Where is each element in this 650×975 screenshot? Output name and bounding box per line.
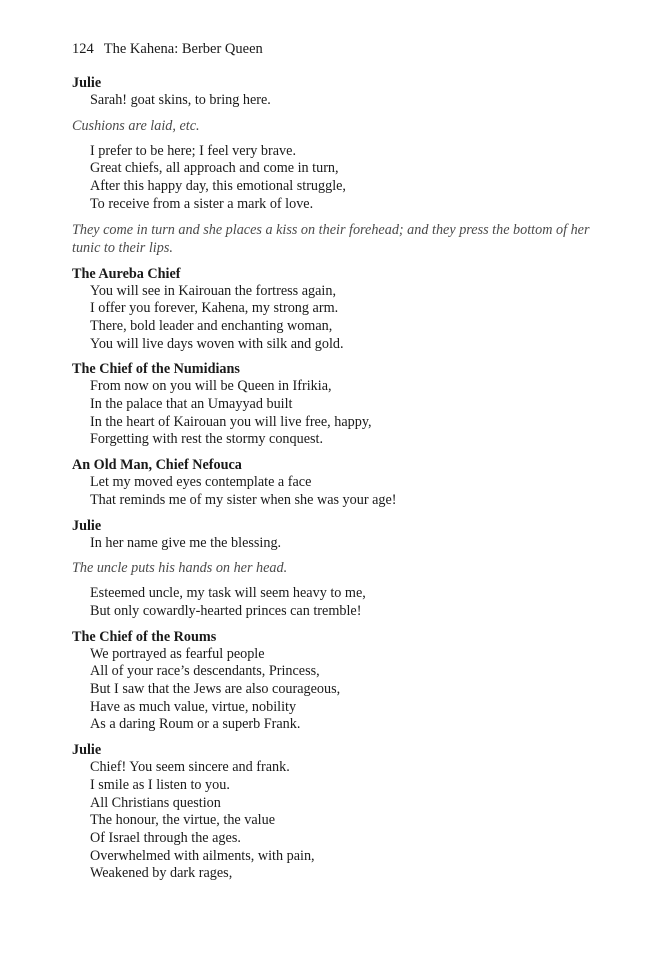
- verse-line: Weakened by dark rages,: [90, 865, 233, 882]
- stage-direction: They come in turn and she places a kiss on their forehead; and they press the bottom of her tunic to their lips.: [72, 221, 590, 256]
- verse-line: Great chiefs, all approach and come in turn,: [90, 160, 339, 177]
- speech-block: [72, 517, 592, 553]
- play-text: [72, 74, 592, 890]
- stage-direction: Cushions are laid, etc.: [72, 117, 200, 134]
- verse-line: In the heart of Kairouan you will live free, happy,: [90, 413, 372, 430]
- verse-lines: [72, 378, 592, 449]
- page-number: 124: [72, 41, 94, 57]
- verse-lines: [72, 759, 592, 883]
- verse-line: We portrayed as fearful people: [90, 645, 265, 662]
- speech-block: [72, 360, 592, 449]
- speech-block: [72, 628, 592, 735]
- verse-lines: [72, 535, 592, 553]
- speaker-name: Julie: [72, 75, 102, 91]
- verse-line: All of your race’s descendants, Princess,: [90, 663, 320, 680]
- speaker-name: The Aureba Chief: [72, 265, 181, 282]
- verse-lines: [72, 283, 592, 354]
- speaker-name: An Old Man, Chief Nefouca: [72, 457, 242, 474]
- verse-line: That reminds me of my sister when she was your age!: [90, 491, 397, 508]
- verse-lines: [72, 143, 592, 214]
- verse-line: Of Israel through the ages.: [90, 829, 241, 846]
- speech-block: [72, 265, 592, 354]
- verse-line: As a daring Roum or a superb Frank.: [90, 716, 301, 733]
- verse-line: I offer you forever, Kahena, my strong arm.: [90, 300, 339, 317]
- verse-line: But I saw that the Jews are also courageous,: [90, 681, 341, 698]
- verse-line: After this happy day, this emotional struggle,: [90, 178, 346, 195]
- verse-line: You will see in Kairouan the fortress again,: [90, 282, 337, 299]
- speech-block: [72, 741, 592, 883]
- verse-lines: [72, 585, 592, 620]
- verse-line: You will live days woven with silk and gold.: [90, 335, 344, 352]
- verse-line: In the palace that an Umayyad built: [90, 396, 293, 413]
- verse-line: Chief! You seem sincere and frank.: [90, 759, 290, 776]
- verse-line: To receive from a sister a mark of love.: [90, 195, 314, 212]
- verse-line: There, bold leader and enchanting woman,: [90, 317, 333, 334]
- speaker-name: The Chief of the Roums: [72, 628, 217, 645]
- verse-line: Forgetting with rest the stormy conquest.: [90, 431, 324, 448]
- verse-line: But only cowardly-hearted princes can tremble!: [90, 602, 362, 619]
- verse-lines: [72, 646, 592, 735]
- verse-line: Let my moved eyes contemplate a face: [90, 474, 312, 491]
- verse-line: All Christians question: [90, 794, 221, 811]
- verse-line: Have as much value, virtue, nobility: [90, 698, 297, 715]
- verse-line: I smile as I listen to you.: [90, 776, 230, 793]
- running-head: [72, 40, 263, 58]
- verse-line: The honour, the virtue, the value: [90, 812, 275, 829]
- verse-line: Esteemed uncle, my task will seem heavy to me,: [90, 585, 366, 602]
- speaker-name: Julie: [72, 742, 102, 759]
- verse-line: From now on you will be Queen in Ifrikia,: [90, 378, 332, 395]
- speech-block: [72, 456, 592, 509]
- verse-line: I prefer to be here; I feel very brave.: [90, 142, 296, 159]
- verse-line: Sarah! goat skins, to bring here.: [90, 92, 271, 108]
- speech-block: [72, 74, 592, 110]
- verse-line: Overwhelmed with ailments, with pain,: [90, 847, 315, 864]
- speaker-name: The Chief of the Numidians: [72, 361, 240, 378]
- book-title: The Kahena: Berber Queen: [103, 41, 263, 57]
- verse-lines: [72, 474, 592, 509]
- verse-line: In her name give me the blessing.: [90, 534, 282, 551]
- stage-direction: The uncle puts his hands on her head.: [72, 560, 288, 577]
- speaker-name: Julie: [72, 517, 102, 534]
- verse-lines: [72, 92, 592, 110]
